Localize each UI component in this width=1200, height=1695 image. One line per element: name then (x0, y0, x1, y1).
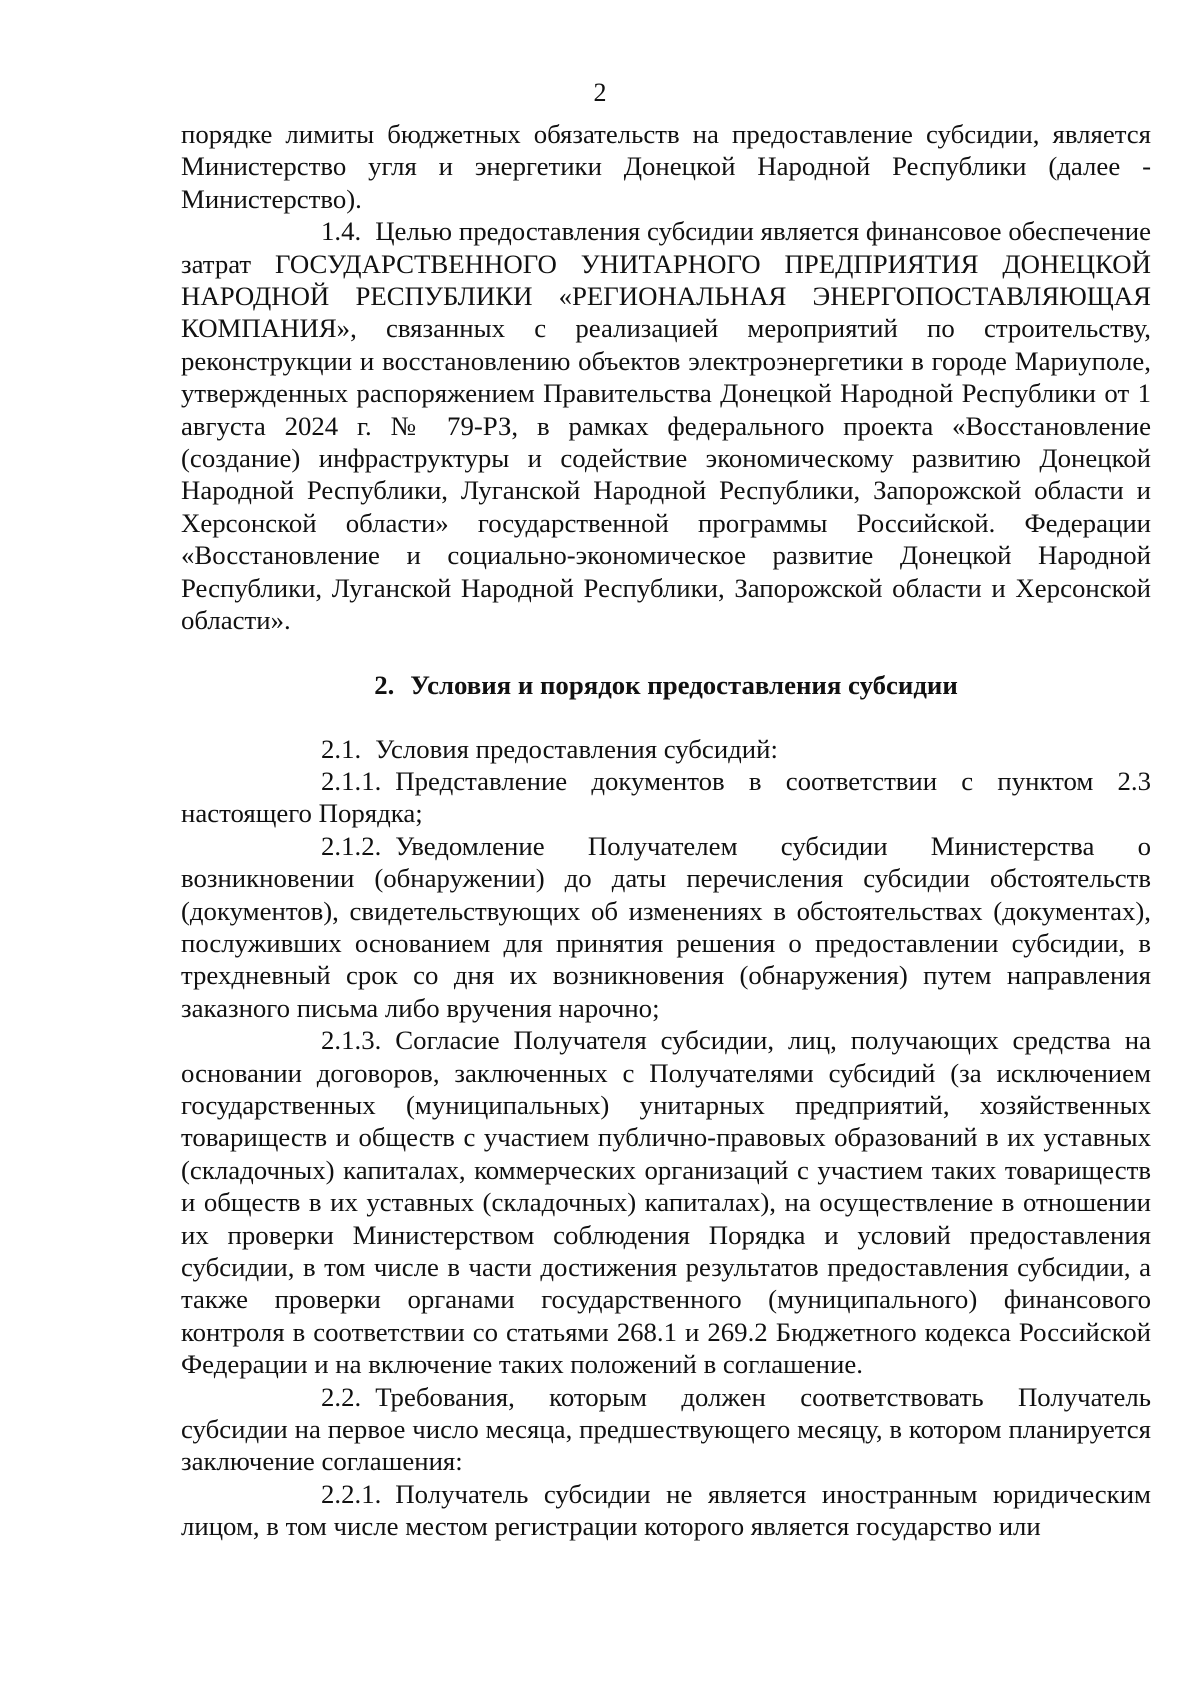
paragraph-text: порядке лимиты бюджетных обязательств на предоставление субсидии, является Министерство угля и энергетики Донецкой Народной Республики (далее - Министерство). (181, 119, 1151, 214)
paragraph-text: Требования, которым должен соответствовать Получатель субсидии на первое число месяца, предшествующего месяцу, в котором планируется заключение соглашения: (181, 1381, 1151, 1477)
paragraph-number: 2.1. (321, 733, 362, 764)
page-number: 2 (593, 78, 607, 107)
paragraph-2-1 (181, 733, 1151, 765)
section-heading (181, 669, 1151, 701)
document-body (181, 118, 1151, 1543)
paragraph-text: Целью предоставления субсидии является финансовое обеспечение затрат ГОСУДАРСТВЕННОГО УНИТАРНОГО ПРЕДПРИЯТИЯ ДОНЕЦКОЙ НАРОДНОЙ РЕСПУБЛИКИ «РЕГИОНАЛЬНАЯ ЭНЕРГОПОСТАВЛЯЮЩАЯ КОМПАНИЯ», связанных с реализацией мероприятий по строительству, реконструкции и восстановлению объектов электроэнергетики в городе Мариуполе, утвержденных распоряжением Правительства Донецкой Народной Республики от 1 августа 2024 г. № 79-РЗ, в рамках федерального проекта «Восстановление (создание) инфраструктуры и содействие экономическому развитию Донецкой Народной Республики, Луганской Народной Республики, Запорожской области и Херсонской области» государственной программы Российской. Федерации «Восстановление и социально-экономическое развитие Донецкой Народной Республики, Луганской Народной Республики, Запорожской области и Херсонской области». (181, 216, 1151, 636)
paragraph-2-1-1 (181, 765, 1151, 830)
paragraph-2-2 (181, 1381, 1151, 1478)
paragraph-1-4 (181, 215, 1151, 636)
paragraph-number: 2.2.1. (321, 1478, 382, 1509)
section-title: Условия и порядок предоставления субсидии (410, 669, 958, 700)
paragraph-number: 2.1.3. (321, 1025, 382, 1056)
paragraph-continuation (181, 118, 1151, 215)
paragraph-number: 2.1.1. (321, 765, 382, 796)
paragraph-number: 2.2. (321, 1381, 362, 1412)
paragraph-text: Представление документов в соответствии с пунктом 2.3 настоящего Порядка; (181, 765, 1151, 829)
paragraph-number: 2.1.2. (321, 830, 382, 861)
paragraph-text: Получатель субсидии не является иностранным юридическим лицом, в том числе местом регистрации которого является государство или (181, 1478, 1151, 1542)
paragraph-2-2-1 (181, 1478, 1151, 1543)
paragraph-2-1-3 (181, 1024, 1151, 1380)
paragraph-text: Условия предоставления субсидий: (375, 733, 778, 764)
paragraph-text: Согласие Получателя субсидии, лиц, получающих средства на основании договоров, заключенных с Получателями субсидий (за исключением государственных (муниципальных) унитарных предприятий, хозяйственных товариществ и обществ с участием публично-правовых образований в их уставных (складочных) капиталах, коммерческих организаций с участием таких товариществ и обществ в их уставных (складочных) капиталах), на осуществление в отношении их проверки Министерством соблюдения Порядка и условий предоставления субсидии, в том числе в части достижения результатов предоставления субсидии, а также проверки органами государственного (муниципального) финансового контроля в соответствии со статьями 268.1 и 269.2 Бюджетного кодекса Российской Федерации и на включение таких положений в соглашение. (181, 1025, 1151, 1380)
paragraph-2-1-2 (181, 830, 1151, 1024)
section-number: 2. (374, 669, 395, 700)
paragraph-number: 1.4. (321, 216, 362, 247)
paragraph-text: Уведомление Получателем субсидии Министерства о возникновении (обнаружении) до даты перечисления субсидии обстоятельств (документов), свидетельствующих об изменениях в обстоятельствах (документах), послуживших основанием для принятия решения о предоставлении субсидии, в трехдневный срок со дня их возникновения (обнаружения) путем направления заказного письма либо вручения нарочно; (181, 830, 1151, 1023)
